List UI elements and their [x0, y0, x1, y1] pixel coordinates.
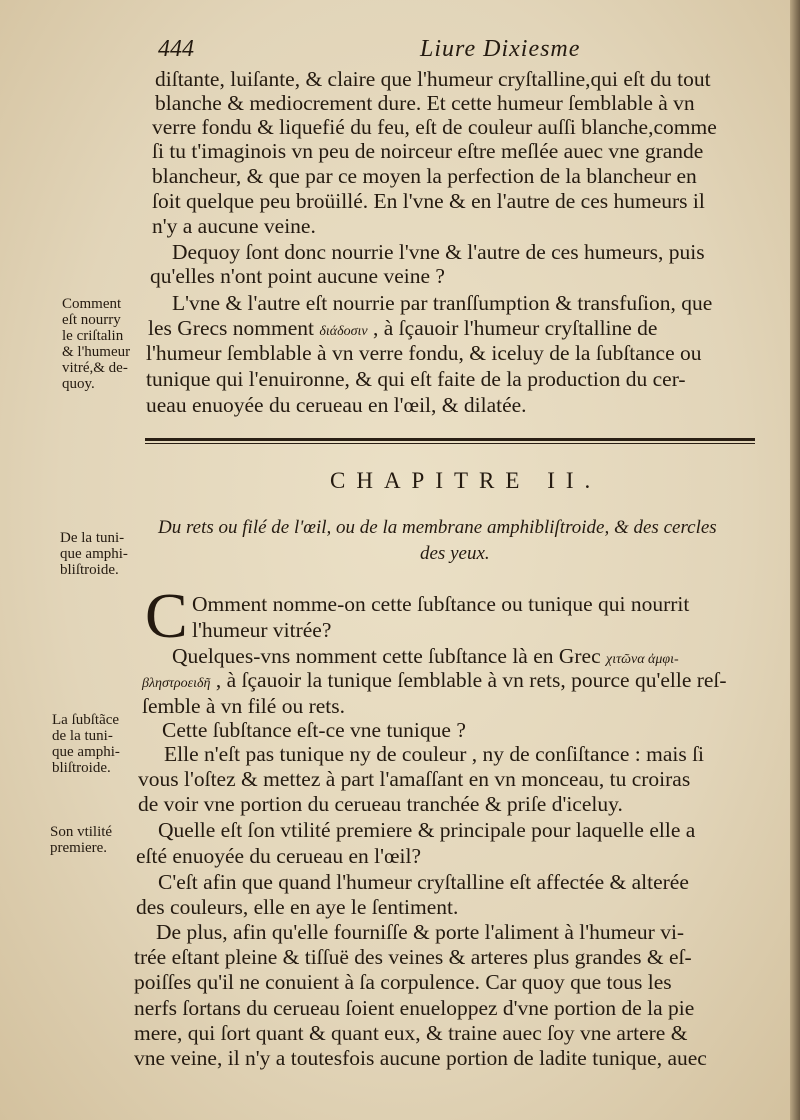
drop-cap: C — [145, 580, 188, 651]
body-line: vous l'oſtez & mettez à part l'amaſſant en vn monceau, tu croiras — [138, 767, 691, 791]
body-line: qu'elles n'ont point aucune veine ? — [150, 264, 445, 288]
body-line: verre fondu & liquefié du feu, eſt de couleur auſſi blanche,comme — [152, 115, 717, 139]
body-line — [142, 668, 727, 696]
body-line: Cette ſubſtance eſt-ce vne tunique ? — [162, 718, 466, 742]
body-text: Quelques-vns nomment cette ſubſtance là en Grec — [172, 644, 601, 668]
body-line: ſoit quelque peu broüillé. En l'vne & en l'autre de ces humeurs il — [152, 189, 705, 213]
body-line: blanche & mediocrement dure. Et cette humeur ſemblable à vn — [155, 91, 695, 115]
body-line: Quelle eſt ſon vtilité premiere & principale pour laquelle elle a — [158, 818, 696, 842]
body-line: ſi tu t'imaginois vn peu de noirceur eſtre meſlée auec vne grande — [152, 139, 704, 163]
greek-word: χιτῶνα ἀμφι- — [606, 652, 679, 667]
body-line: poiſſes qu'il ne conuient à ſa corpulence. Car quoy que tous les — [134, 970, 672, 994]
body-line: diſtante, luiſante, & claire que l'humeur cryſtalline,qui eſt du tout — [155, 67, 711, 91]
margin-note: Son vtilité premiere. — [50, 824, 113, 856]
body-line: ueau enuoyée du cerueau en l'œil, & dilatée. — [146, 393, 527, 417]
running-title: Liure Dixiesme — [420, 36, 581, 62]
body-line: n'y a aucune veine. — [152, 214, 316, 238]
body-text: les Grecs nomment — [148, 316, 314, 340]
margin-note: Comment eſt nourry le criſtalin & l'humeur vitré,& de- quoy. — [62, 296, 131, 392]
body-line: nerfs ſortans du cerueau ſoient enueloppez d'vne portion de la pie — [134, 996, 695, 1020]
body-line: Omment nomme-on cette ſubſtance ou tunique qui nourrit — [192, 592, 690, 616]
body-line: De plus, afin qu'elle fourniſſe & porte l'aliment à l'humeur vi- — [156, 920, 685, 944]
body-line: l'humeur ſemblable à vn verre fondu, & iceluy de la ſubſtance ou — [146, 341, 702, 365]
body-line: C'eſt afin que quand l'humeur cryſtalline eſt affectée & alterée — [158, 870, 689, 894]
body-line: des couleurs, elle en aye le ſentiment. — [136, 895, 459, 919]
body-line: Dequoy ſont donc nourrie l'vne & l'autre de ces humeurs, puis — [172, 240, 705, 264]
body-line — [148, 316, 657, 344]
body-line: ſemble à vn filé ou rets. — [142, 694, 345, 718]
margin-note: La ſubſtãce de la tuni- que amphi- bliſtroide. — [52, 712, 120, 776]
body-text: , à ſçauoir la tunique ſemblable à vn rets, pource qu'elle reſ- — [215, 668, 727, 692]
body-text: , à ſçauoir l'humeur cryſtalline de — [373, 316, 658, 340]
page-edge-shadow — [790, 0, 800, 1120]
body-line: vne veine, il n'y a toutesfois aucune portion de ladite tunique, auec — [134, 1046, 707, 1070]
chapter-title: CHAPITRE II. — [330, 468, 602, 493]
page-number: 444 — [158, 36, 194, 62]
chapter-rule — [145, 438, 755, 446]
body-line: Elle n'eſt pas tunique ny de couleur , ny de conſiſtance : mais ſi — [164, 742, 705, 766]
body-line: L'vne & l'autre eſt nourrie par tranſſumption & transfuſion, que — [172, 291, 713, 315]
margin-note: De la tuni- que amphi- bliſtroide. — [60, 530, 128, 578]
greek-word: διάδοσιν — [319, 324, 368, 339]
body-line: blancheur, & que par ce moyen la perfection de la blancheur en — [152, 164, 697, 188]
body-line: mere, qui ſort quant & quant eux, & traine auec ſoy vne artere & — [134, 1021, 688, 1045]
body-line: de voir vne portion du cerueau tranchée & priſe d'iceluy. — [138, 792, 623, 816]
chapter-subtitle: Du rets ou filé de l'œil, ou de la membrane amphibliſtroide, & des cercles — [158, 517, 717, 538]
greek-word: βληστροειδῆ — [142, 676, 211, 691]
body-line: l'humeur vitrée? — [192, 618, 332, 642]
body-line: eſté enuoyée du cerueau en l'œil? — [136, 844, 422, 868]
body-line: tunique qui l'enuironne, & qui eſt faite de la production du cer- — [146, 367, 686, 391]
chapter-subtitle: des yeux. — [420, 543, 490, 564]
body-line: trée eſtant pleine & tiſſuë des veines & arteres plus grandes & eſ- — [134, 945, 692, 969]
